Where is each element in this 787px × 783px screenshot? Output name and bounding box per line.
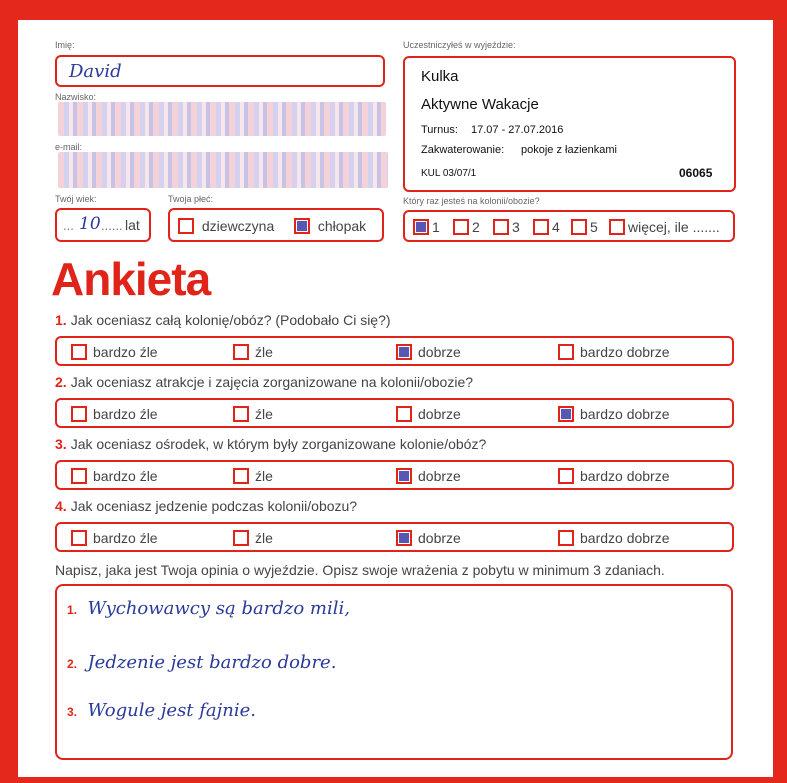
question-label: Jak oceniasz jedzenie podczas kolonii/obozu? — [70, 498, 358, 514]
question-3-option[interactable] — [558, 462, 670, 488]
trip-box — [403, 56, 736, 192]
which-time-option-1[interactable]: 1 — [413, 218, 440, 235]
which-time-option-5[interactable]: 5 — [571, 218, 598, 235]
which-time-checkbox-4[interactable] — [533, 219, 549, 235]
answer-checkbox[interactable] — [71, 344, 87, 360]
answer-label: bardzo dobrze — [580, 530, 670, 547]
question-3-option[interactable] — [71, 462, 158, 488]
answer-label: dobrze — [418, 406, 461, 423]
zakwaterowanie-value: pokoje z łazienkami — [521, 144, 617, 156]
answer-checkbox[interactable] — [233, 344, 249, 360]
answer-label: bardzo źle — [93, 344, 158, 361]
which-time-checkbox-2[interactable] — [453, 219, 469, 235]
survey-sheet — [18, 20, 773, 777]
imie-field[interactable] — [55, 55, 385, 87]
question-2-option[interactable] — [558, 400, 670, 426]
answer-label: źle — [255, 406, 273, 423]
wiek-label: Twój wiek: — [55, 194, 97, 204]
plec-option-dziewczyna[interactable]: dziewczyna — [178, 217, 274, 234]
answer-checkbox[interactable] — [396, 530, 412, 546]
imie-value: David — [69, 61, 122, 82]
trip-program: Aktywne Wakacje — [421, 96, 539, 113]
question-number: 3. — [55, 436, 67, 452]
answer-checkbox[interactable] — [396, 468, 412, 484]
question-4-option[interactable] — [396, 524, 461, 550]
question-1-option[interactable] — [558, 338, 670, 364]
wiek-field[interactable] — [55, 208, 151, 242]
answer-checkbox[interactable] — [71, 406, 87, 422]
wiek-dots-right: ...... — [101, 218, 123, 233]
plec-checkbox-chlopak[interactable] — [294, 218, 310, 234]
question-label: Jak oceniasz ośrodek, w którym były zorganizowane kolonie/obóz? — [70, 436, 487, 452]
nazwisko-label: Nazwisko: — [55, 92, 97, 102]
nazwisko-redacted — [58, 102, 386, 136]
answer-checkbox[interactable] — [233, 468, 249, 484]
answer-label: bardzo dobrze — [580, 344, 670, 361]
question-4-options — [55, 522, 734, 552]
which-time-label: Który raz jesteś na kolonii/obozie? — [403, 196, 540, 206]
question-3-options — [55, 460, 734, 490]
page-title: Ankieta — [51, 253, 211, 305]
question-3-option[interactable] — [396, 462, 461, 488]
wiek-value: 10 — [79, 214, 101, 234]
answer-checkbox[interactable] — [71, 530, 87, 546]
question-3-text — [55, 436, 486, 452]
question-1-options — [55, 336, 734, 366]
trip-number: 06065 — [679, 166, 713, 180]
which-time-field — [403, 210, 735, 242]
opinion-line-2: 2. Jedzenie jest bardzo dobre. — [67, 652, 337, 673]
question-2-option[interactable] — [233, 400, 273, 426]
opinion-prompt: Napisz, jaka jest Twoja opinia o wyjeździe. Opisz swoje wrażenia z pobytu w minimum 3 zdaniach. — [55, 562, 665, 578]
which-time-checkbox-more[interactable] — [609, 219, 625, 235]
plec-field — [168, 208, 384, 242]
plec-checkbox-dziewczyna[interactable] — [178, 218, 194, 234]
answer-label: źle — [255, 468, 273, 485]
answer-label: bardzo źle — [93, 530, 158, 547]
email-label: e-mail: — [55, 142, 83, 152]
question-4-text — [55, 498, 357, 514]
opinion-field[interactable] — [55, 584, 733, 760]
which-time-checkbox-3[interactable] — [493, 219, 509, 235]
opinion-line-1: 1. Wychowawcy są bardzo mili, — [67, 598, 350, 619]
answer-checkbox[interactable] — [558, 530, 574, 546]
which-time-option-more[interactable]: więcej, ile ....... — [609, 218, 720, 235]
answer-label: bardzo źle — [93, 406, 158, 423]
question-2-text — [55, 374, 473, 390]
question-2-options — [55, 398, 734, 428]
question-number: 4. — [55, 498, 67, 514]
answer-label: bardzo dobrze — [580, 406, 670, 423]
which-time-option-2[interactable]: 2 — [453, 218, 480, 235]
answer-checkbox[interactable] — [558, 468, 574, 484]
question-2-option[interactable] — [396, 400, 461, 426]
answer-checkbox[interactable] — [396, 406, 412, 422]
answer-label: dobrze — [418, 468, 461, 485]
trip-label: Uczestniczyłeś w wyjeździe: — [403, 40, 516, 50]
answer-label: bardzo dobrze — [580, 468, 670, 485]
which-time-checkbox-5[interactable] — [571, 219, 587, 235]
turnus-value: 17.07 - 27.07.2016 — [471, 124, 564, 136]
question-4-option[interactable] — [233, 524, 273, 550]
question-label: Jak oceniasz atrakcje i zajęcia zorganizowane na kolonii/obozie? — [70, 374, 474, 390]
answer-label: dobrze — [418, 344, 461, 361]
turnus-label: Turnus: — [421, 124, 458, 136]
wiek-dots-left: ... — [63, 218, 74, 233]
answer-label: źle — [255, 344, 273, 361]
which-time-option-3[interactable]: 3 — [493, 218, 520, 235]
question-1-option[interactable] — [396, 338, 461, 364]
question-4-option[interactable] — [71, 524, 158, 550]
wiek-unit: lat — [125, 217, 140, 233]
answer-checkbox[interactable] — [71, 468, 87, 484]
answer-checkbox[interactable] — [233, 530, 249, 546]
answer-checkbox[interactable] — [396, 344, 412, 360]
question-number: 1. — [55, 312, 67, 328]
answer-checkbox[interactable] — [233, 406, 249, 422]
answer-checkbox[interactable] — [558, 406, 574, 422]
opinion-line-3: 3. Wogule jest fajnie. — [67, 700, 256, 721]
answer-checkbox[interactable] — [558, 344, 574, 360]
question-1-text — [55, 312, 391, 328]
plec-label: Twoja płeć: — [168, 194, 214, 204]
trip-company: Kulka — [421, 68, 459, 85]
answer-label: dobrze — [418, 530, 461, 547]
question-1-option[interactable] — [71, 338, 158, 364]
question-3-option[interactable] — [233, 462, 273, 488]
email-redacted — [58, 152, 388, 188]
which-time-option-4[interactable]: 4 — [533, 218, 560, 235]
question-2-option[interactable] — [71, 400, 158, 426]
answer-label: źle — [255, 530, 273, 547]
question-number: 2. — [55, 374, 67, 390]
imie-label: Imię: — [55, 40, 75, 50]
answer-label: bardzo źle — [93, 468, 158, 485]
which-time-checkbox-1[interactable] — [413, 219, 429, 235]
question-4-option[interactable] — [558, 524, 670, 550]
trip-code: KUL 03/07/1 — [421, 168, 477, 179]
question-1-option[interactable] — [233, 338, 273, 364]
plec-option-chlopak[interactable]: chłopak — [294, 217, 366, 234]
question-label: Jak oceniasz całą kolonię/obóz? (Podobało Ci się?) — [70, 312, 391, 328]
zakwaterowanie-label: Zakwaterowanie: — [421, 144, 505, 156]
